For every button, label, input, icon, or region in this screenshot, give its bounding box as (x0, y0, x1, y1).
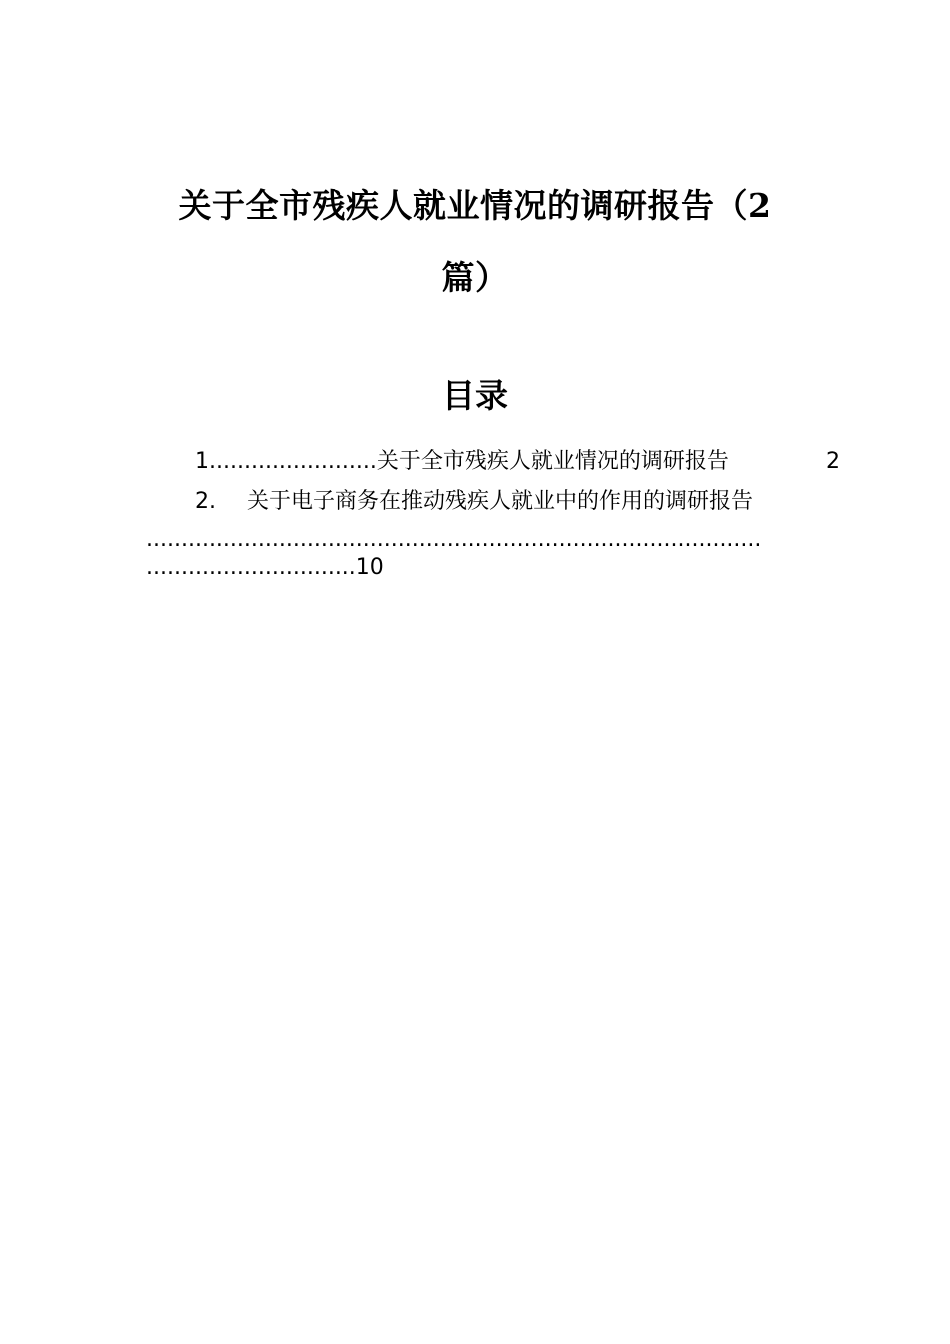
toc-entry-2-text: 关于电子商务在推动残疾人就业中的作用的调研报告 (247, 489, 754, 514)
toc-entry-1[interactable] (195, 446, 840, 478)
toc-entry-1-number: 1 (195, 449, 209, 474)
document-title (150, 170, 800, 314)
toc-entry-2-page: 10 (355, 555, 384, 580)
toc-entry-2[interactable] (195, 486, 840, 518)
toc-heading: 目录 (442, 376, 508, 415)
toc-entry-1-leader: ........................ (209, 449, 377, 474)
document-title-line-2: 篇） (441, 258, 509, 297)
toc-entry-2-leader: ........................................................................................ (146, 527, 762, 552)
toc-entry-2-leader-tail (146, 552, 384, 584)
toc-entry-2-leader-tail-dots: .............................. (146, 555, 356, 580)
toc-entry-1-text: 关于全市残疾人就业情况的调研报告 (376, 449, 729, 474)
document-title-line-1: 关于全市残疾人就业情况的调研报告（2 (178, 186, 772, 225)
toc-entry-2-number: 2. (195, 489, 216, 514)
toc-entry-1-page: 2 (826, 449, 840, 474)
